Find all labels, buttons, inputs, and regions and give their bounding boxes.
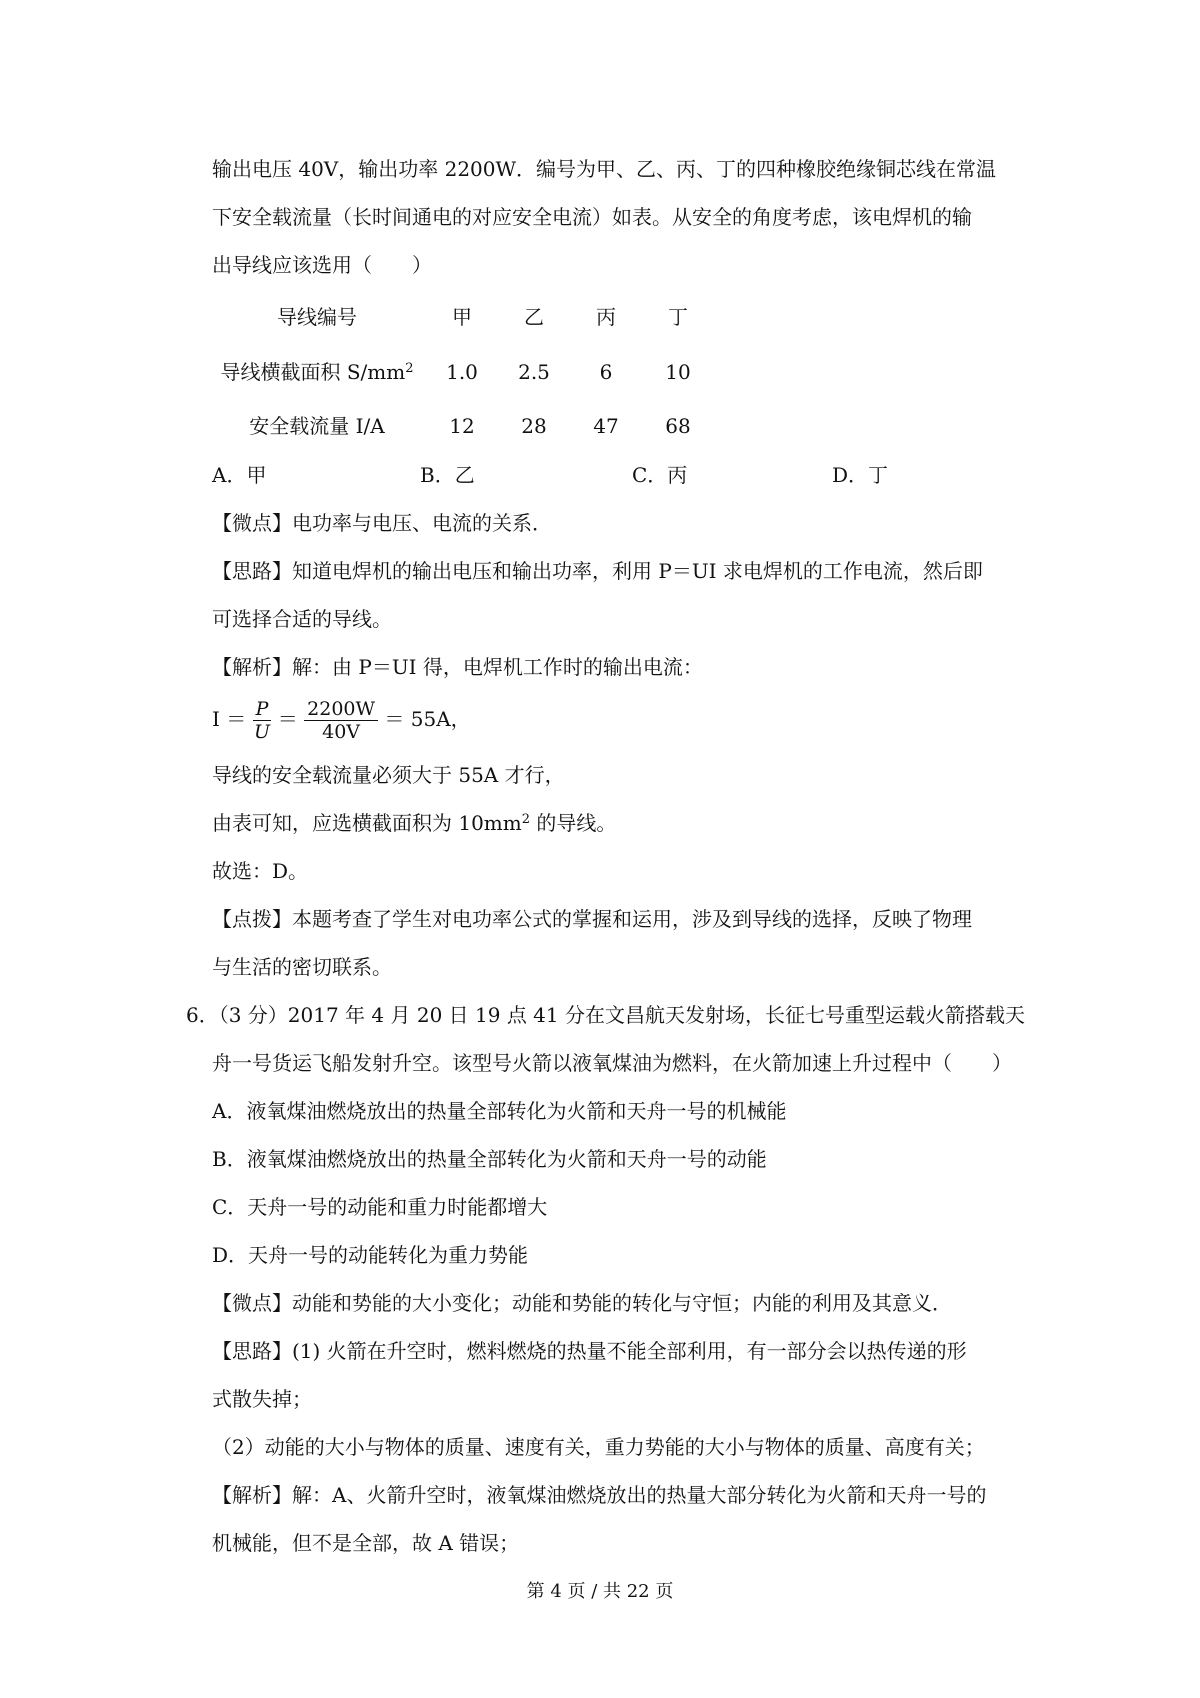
weidian-line: 【微点】电功率与电压、电流的关系．: [212, 511, 552, 535]
superscript: 2: [521, 812, 531, 827]
table-cell: 乙: [524, 305, 544, 329]
table-cell: 68: [665, 414, 691, 438]
table-cell: 甲: [452, 305, 472, 329]
formula-rhs: ＝ 55A，: [384, 707, 471, 731]
q5-line-3: 出导线应该选用（ ）: [212, 253, 432, 277]
fraction-numerator: P: [253, 698, 272, 721]
dianbo-line-1: 【点拨】本题考查了学生对电功率公式的掌握和运用，涉及到导线的选择，反映了物理: [212, 907, 972, 931]
q5-line-2: 下安全载流量（长时间通电的对应安全电流）如表。从安全的角度考虑，该电焊机的输: [212, 205, 972, 229]
q6-line-1: 6．（3 分）2017 年 4 月 20 日 19 点 41 分在文昌航天发射场，长征七号重型运载火箭搭载天: [186, 1003, 1025, 1027]
table-cell: 28: [521, 414, 547, 438]
table-row: [212, 411, 772, 441]
fraction-p-over-u: [253, 698, 272, 743]
q6-option-c: C．天舟一号的动能和重力时能都增大: [212, 1195, 548, 1219]
q6-silu-3: （2）动能的大小与物体的质量、速度有关，重力势能的大小与物体的质量、高度有关；: [212, 1435, 985, 1459]
fraction-denominator: U: [254, 721, 271, 743]
table-cell: 10: [665, 360, 691, 384]
option-d: D．丁: [832, 463, 889, 487]
q6-line-2: 舟一号货运飞船发射升空。该型号火箭以液氧煤油为燃料，在火箭加速上升过程中（ ）: [212, 1051, 1012, 1075]
table-row: [212, 357, 772, 387]
table-cell: 6: [599, 360, 613, 384]
table-row-label: 安全载流量 I/A: [249, 414, 385, 438]
solution-text: 由表可知，应选横截面积为 10mm: [212, 811, 522, 835]
dianbo-line-2: 与生活的密切联系。: [212, 955, 392, 979]
q6-silu-1: 【思路】(1) 火箭在升空时，燃料燃烧的热量不能全部利用，有一部分会以热传递的形: [212, 1339, 967, 1363]
q5-line-1: 输出电压 40V，输出功率 2200W．编号为甲、乙、丙、丁的四种橡胶绝缘铜芯线在常温: [212, 157, 997, 181]
table-cell: 丙: [596, 305, 616, 329]
table-row-label: [212, 357, 422, 387]
q6-weidian: 【微点】动能和势能的大小变化；动能和势能的转化与守恒；内能的利用及其意义．: [212, 1291, 952, 1315]
fraction-numerator: 2200W: [304, 698, 378, 721]
formula: [212, 694, 471, 744]
q6-silu-2: 式散失掉；: [212, 1387, 312, 1411]
jiexi-line: 【解析】解：由 P＝UI 得，电焊机工作时的输出电流：: [212, 655, 703, 679]
superscript: 2: [405, 361, 414, 376]
table-header-label: 导线编号: [277, 305, 357, 329]
page-footer: 第 4 页 / 共 22 页: [526, 1581, 674, 1602]
formula-lhs: I ＝: [212, 707, 247, 731]
formula-equals: ＝: [277, 707, 298, 731]
solution-line-2: [212, 808, 616, 838]
silu-line-2: 可选择合适的导线。: [212, 607, 392, 631]
q6-jiexi-2: 机械能，但不是全部，故 A 错误；: [212, 1531, 520, 1555]
table-cell: 47: [593, 414, 619, 438]
table-cell: 丁: [668, 305, 688, 329]
table-row: [212, 302, 772, 332]
solution-line-1: 导线的安全载流量必须大于 55A 才行，: [212, 763, 565, 787]
q6-jiexi-1: 【解析】解：A、火箭升空时，液氧煤油燃烧放出的热量大部分转化为火箭和天舟一号的: [212, 1483, 987, 1507]
option-b: B．乙: [420, 463, 475, 487]
table-cell: 1.0: [446, 360, 478, 384]
option-a: A．甲: [212, 463, 267, 487]
answer-line: 故选：D。: [212, 859, 309, 883]
solution-text: 的导线。: [530, 811, 617, 835]
q6-option-a: A．液氧煤油燃烧放出的热量全部转化为火箭和天舟一号的机械能: [212, 1099, 787, 1123]
q6-option-d: D．天舟一号的动能转化为重力势能: [212, 1243, 529, 1267]
table-row-label-text: 导线横截面积 S/mm: [220, 360, 406, 384]
silu-line-1: 【思路】知道电焊机的输出电压和输出功率，利用 P＝UI 求电焊机的工作电流，然后即: [212, 559, 983, 583]
table-cell: 12: [449, 414, 475, 438]
fraction-denominator: 40V: [322, 721, 361, 743]
fraction-values: [304, 698, 378, 743]
table-cell: 2.5: [518, 360, 550, 384]
q6-option-b: B．液氧煤油燃烧放出的热量全部转化为火箭和天舟一号的动能: [212, 1147, 767, 1171]
option-c: C．丙: [632, 463, 688, 487]
